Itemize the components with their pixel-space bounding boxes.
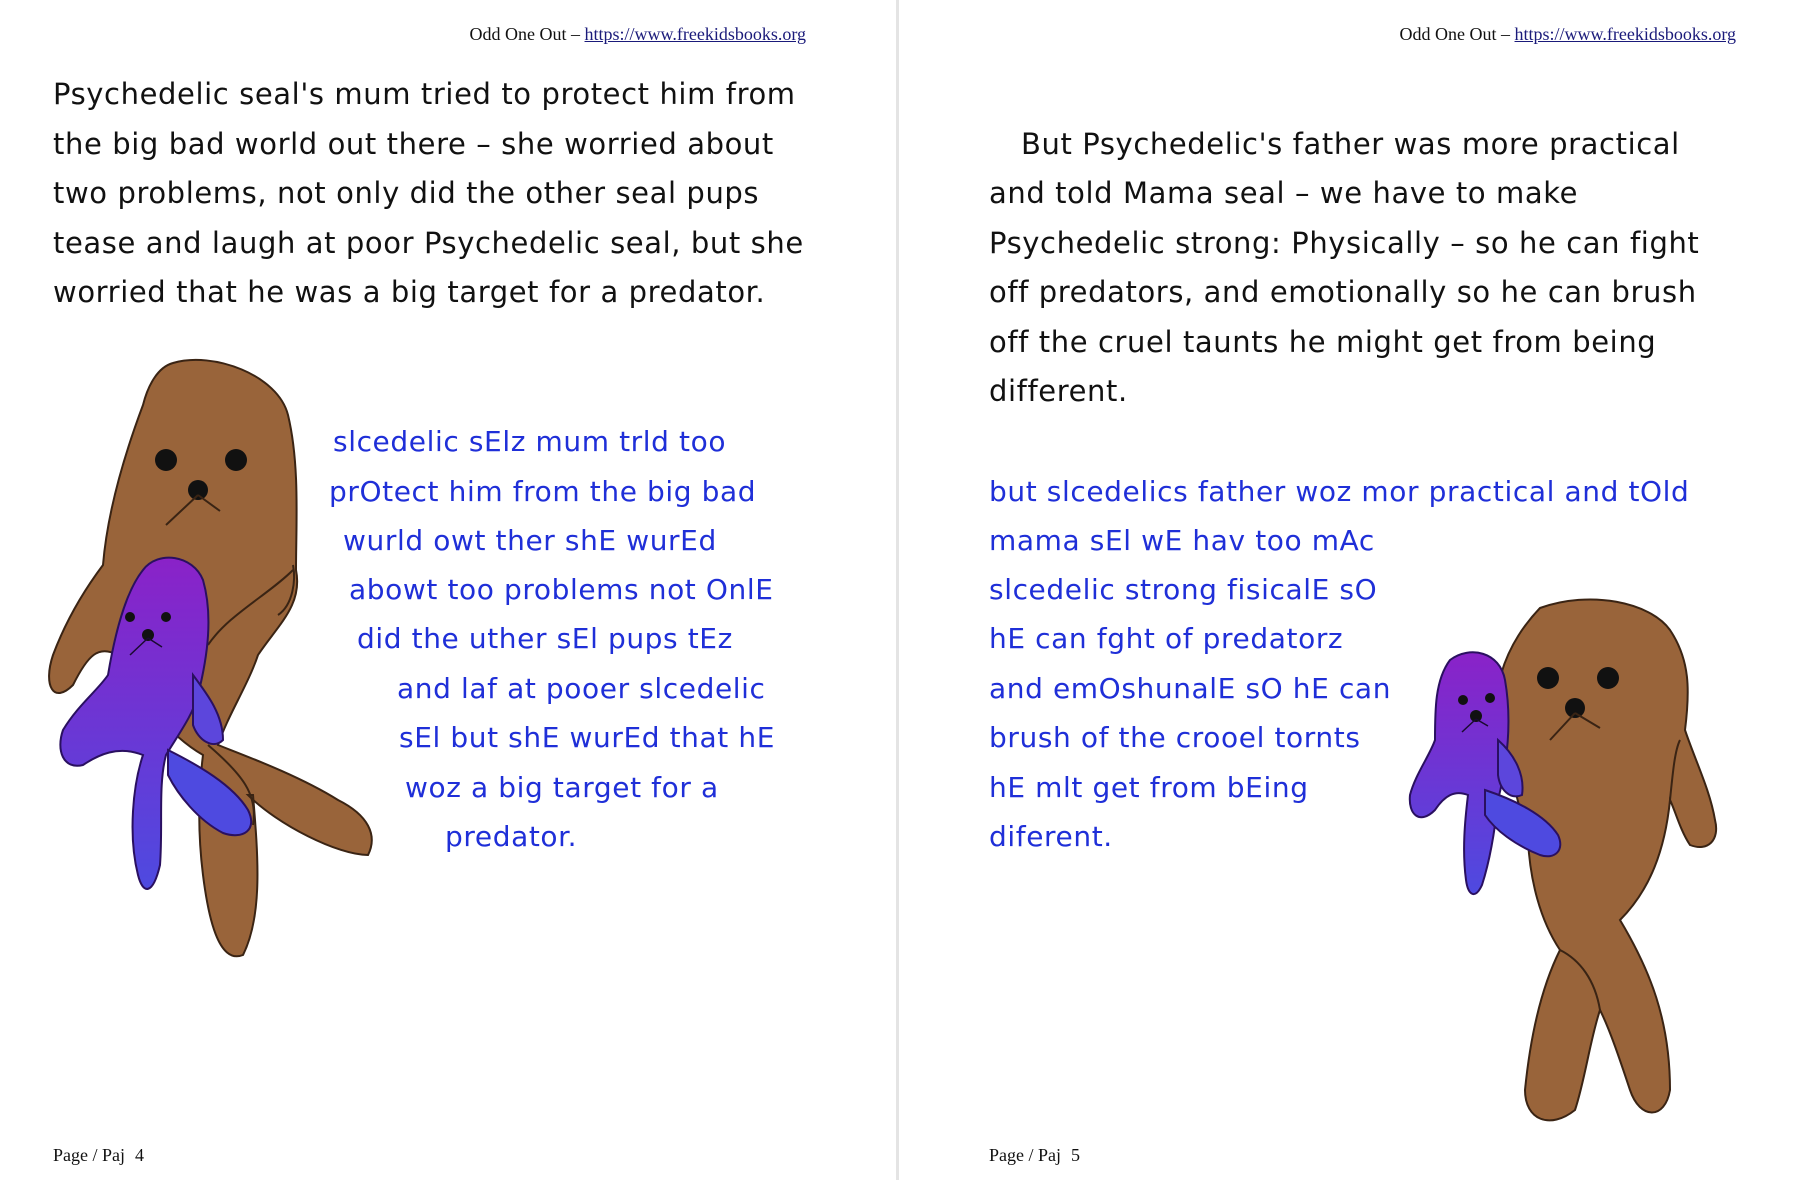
mother-seal-body <box>49 360 372 956</box>
phonetic-text-line: abowt too problems not OnlE <box>349 573 774 606</box>
phonetic-text-line: sEl but shE wurEd that hE <box>399 721 776 754</box>
phonetic-text-line: predator. <box>445 820 578 853</box>
page-header <box>470 24 806 45</box>
english-text-line: and told Mama seal – we have to make <box>989 176 1579 210</box>
page-label: Page / Paj <box>53 1145 125 1165</box>
phonetic-text-line: did the uther sEl pups tEz <box>357 622 733 655</box>
phonetic-text-line: wurld owt ther shE wurEd <box>343 524 717 557</box>
father-seal-illustration <box>1390 590 1770 1150</box>
phonetic-text-line: brush of the crooel tornts <box>989 721 1361 754</box>
english-text-line: two problems, not only did the other seal pups <box>53 176 760 210</box>
phonetic-text-line: hE mlt get from bEing <box>989 771 1309 804</box>
phonetic-text-line: woz a big target for a <box>405 771 719 804</box>
english-text-line: But Psychedelic's father was more practical <box>1021 127 1680 161</box>
phonetic-text-line: and laf at pooer slcedelic <box>397 672 766 705</box>
english-text-line: the big bad world out there – she worried about <box>53 127 774 161</box>
page-footer <box>989 1145 1080 1166</box>
page-divider <box>896 0 899 1180</box>
phonetic-text-line: diferent. <box>989 820 1113 853</box>
page-number: 5 <box>1071 1145 1080 1165</box>
english-text-line: different. <box>989 374 1128 408</box>
website-link[interactable]: https://www.freekidsbooks.org <box>1514 24 1736 44</box>
english-text-line: worried that he was a big target for a predator. <box>53 275 766 309</box>
page-header <box>1400 24 1736 45</box>
phonetic-text-line: slcedelic strong fisicalE sO <box>989 573 1378 606</box>
website-link[interactable]: https://www.freekidsbooks.org <box>584 24 806 44</box>
english-text-line: off the cruel taunts he might get from being <box>989 325 1657 359</box>
page-footer <box>53 1145 144 1166</box>
book-title: Odd One Out – <box>469 24 581 44</box>
phonetic-text-line: slcedelic sElz mum trld too <box>333 425 727 458</box>
page-5 <box>900 0 1796 1180</box>
page-number: 4 <box>135 1145 144 1165</box>
page-label: Page / Paj <box>989 1145 1061 1165</box>
phonetic-text-line: hE can fght of predatorz <box>989 622 1344 655</box>
english-text-line: Psychedelic seal's mum tried to protect him from <box>53 77 796 111</box>
english-text-line: off predators, and emotionally so he can brush <box>989 275 1697 309</box>
page-4 <box>0 0 896 1180</box>
book-title: Odd One Out – <box>1399 24 1511 44</box>
phonetic-text-line: and emOshunalE sO hE can <box>989 672 1392 705</box>
english-text-line: Psychedelic strong: Physically – so he can fight <box>989 226 1700 260</box>
phonetic-text-line: prOtect him from the big bad <box>329 475 757 508</box>
phonetic-text-line: but slcedelics father woz mor practical and tOld <box>989 475 1690 508</box>
phonetic-text-line: mama sEl wE hav too mAc <box>989 524 1375 557</box>
english-text-line: tease and laugh at poor Psychedelic seal, but she <box>53 226 804 260</box>
